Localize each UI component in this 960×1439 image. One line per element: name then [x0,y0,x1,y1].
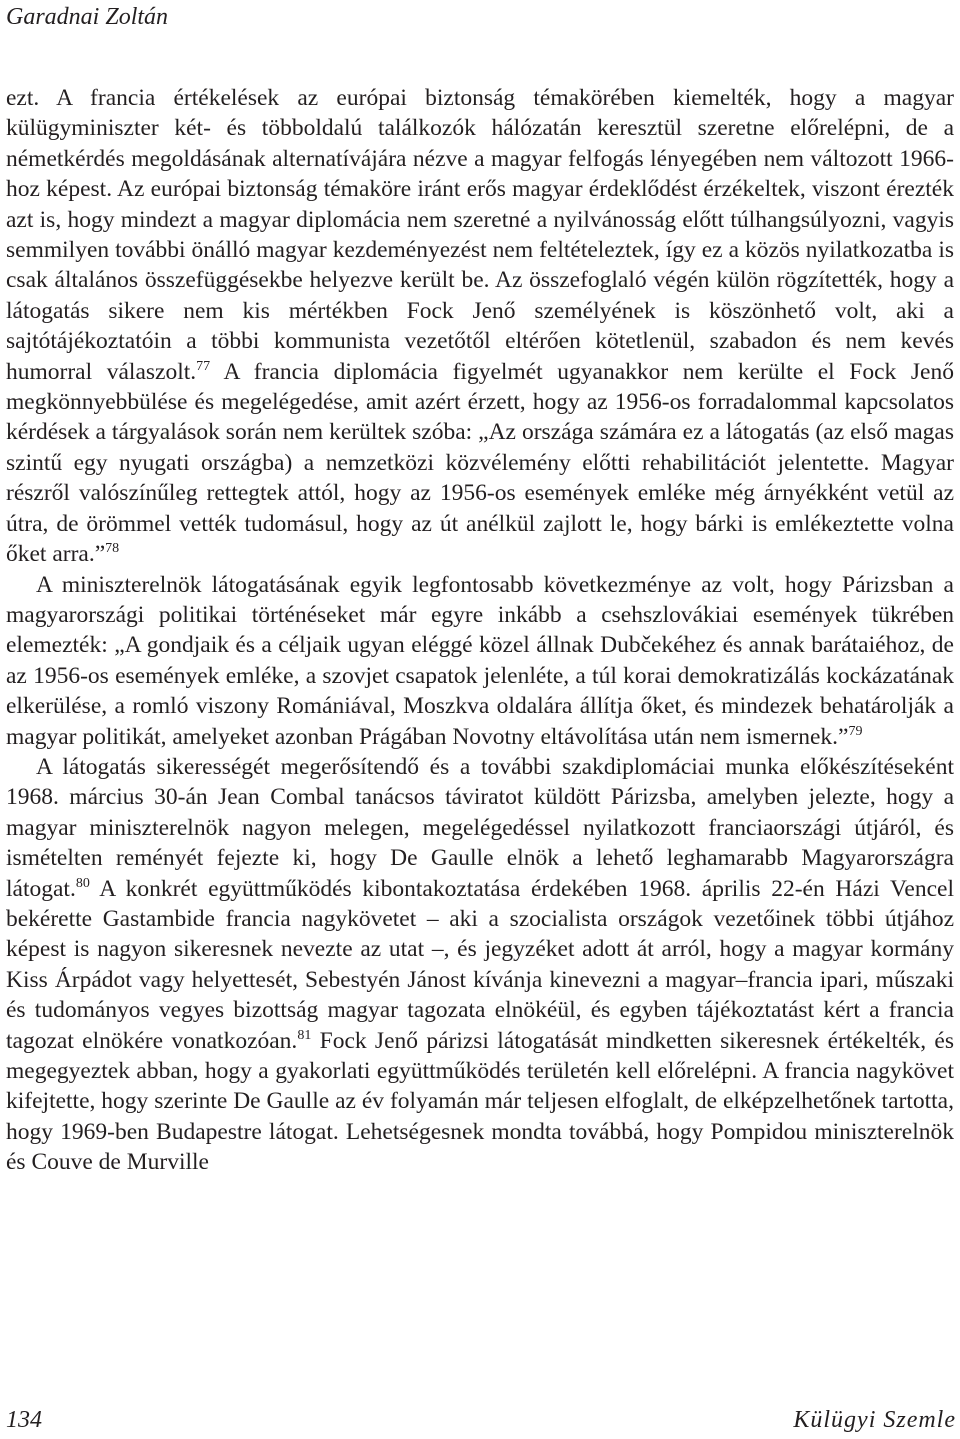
page-number: 134 [6,1407,42,1433]
text-segment: ezt. A francia értékelések az európai biztonság témakörében kiemelték, hogy a magyar külügyminiszter két- és többoldalú találkozók hálózatán keresztül szeretne előrelépni, de a németkérdés megoldásának alternatívájára nézve a magyar felfogás lényegében nem változott 1966-hoz képest. Az európai biztonság témaköre iránt erős magyar érdeklődést érzékeltek, viszont érezték azt is, hogy mindezt a magyar diplomácia nem szeretné a nyilvánosság előtt túlhangsúlyozni, vagyis semmilyen további önálló magyar kezdeményezést nem feltételeztek, így ez a közös nyilatkozatba is csak általános összefüggésekbe helyezve került be. Az összefoglaló végén külön rögzítették, hogy a látogatás sikere nem kis mértékben Fock Jenő személyének is köszönhető volt, aki a sajtótájékoztatóin a többi kommunista vezetőtől eltérően kötetlenül, szabadon és nem kevés humorral válaszolt. [6,85,954,385]
text-segment: A látogatás sikerességét megerősítendő és a további szakdiplomáciai munka előkészítéseként 1968. március 30-án Jean Combal tanácsos táviratot küldött Párizsba, amelyben jelezte, hogy a magyar miniszterelnök nagyon melegen, megelégedéssel nyilatkozott franciaországi útjáról, és ismételten reményét fejezte ki, hogy De Gaulle elnök a lehető leghamarabb Magyarországra látogat. [6,753,954,902]
running-header-author: Garadnai Zoltán [6,4,169,30]
footnote-reference: 80 [75,875,90,891]
footnote-reference: 78 [105,541,120,557]
text-segment: A konkrét együttműködés kibontakoztatása érdekében 1968. április 22-én Házi Vencel bekérette Gastambide francia nagykövetet – aki a szocialista országok vezetőinek többi útjához képest is nagyon sikeresnek nevezte az utat –, és jegyzéket adott át arról, hogy a magyar kormány Kiss Árpádot vagy helyettesét, Sebestyén Jánost kívánja kinevezni a magyar–francia ipari, műszaki és tudományos vegyes bizottság magyar tagozata elnökéül, és egyben tájékoztatást kért a francia tagozat elnökére vonatkozóan. [6,875,954,1054]
paragraph [6,83,954,570]
paragraph [6,752,954,1178]
paragraph [6,570,954,752]
text-segment: Fock Jenő párizsi látogatását mindketten sikeresnek értékelték, és megegyeztek abban, hogy a gyakorlati együttműködés területén kell előrelépni. A francia nagykövet kifejtette, hogy szerinte De Gaulle az év folyamán már teljesen elfoglalt, de elképzelhetőnek tartotta, hogy 1969-ben Budapestre látogat. Lehetségesnek mondta továbbá, hogy Pompidou miniszterelnök és Couve de Murville [6,1027,954,1176]
footnote-reference: 77 [196,358,211,374]
journal-title: Külügyi Szemle [793,1407,956,1433]
footnote-reference: 81 [297,1027,312,1043]
footnote-reference: 79 [848,723,863,739]
text-segment: A francia diplomácia figyelmét ugyanakkor nem kerülte el Fock Jenő megkönnyebbülése és megelégedése, amit azért érzett, hogy az 1956-os forradalommal kapcsolatos kérdések a tárgyalások során nem kerültek szóba: „Az országa számára ez a látogatás (az első magas szintű egy nyugati országba) a nemzetközi közvélemény előtti rehabilitációt jelentette. Magyar részről valószínűleg rettegtek attól, hogy az 1956-os események emléke még árnyékként vetül az útra, de örömmel vették tudomásul, hogy az út anélkül zajlott le, hogy bárki is emlékeztette volna őket arra.” [6,358,954,568]
article-body [6,83,954,1178]
text-segment: A miniszterelnök látogatásának egyik legfontosabb következménye az volt, hogy Párizsban a magyarországi politikai történéseket már egyre inkább a csehszlovákiai események tükrében elemezték: „A gondjaik és a céljaik ugyan eléggé közel állnak Dubčekéhez és annak barátaiéhoz, de az 1956-os események emléke, a szovjet csapatok jelenléte, a túl korai demokratizálás kockázatának elkerülése, a romló viszony Romániával, Moszkva oldalára állítja őket, és mindezek behatárolják a magyar politikát, amelyeket azonban Prágában Novotny eltávolítása után nem ismernek.” [6,571,954,750]
